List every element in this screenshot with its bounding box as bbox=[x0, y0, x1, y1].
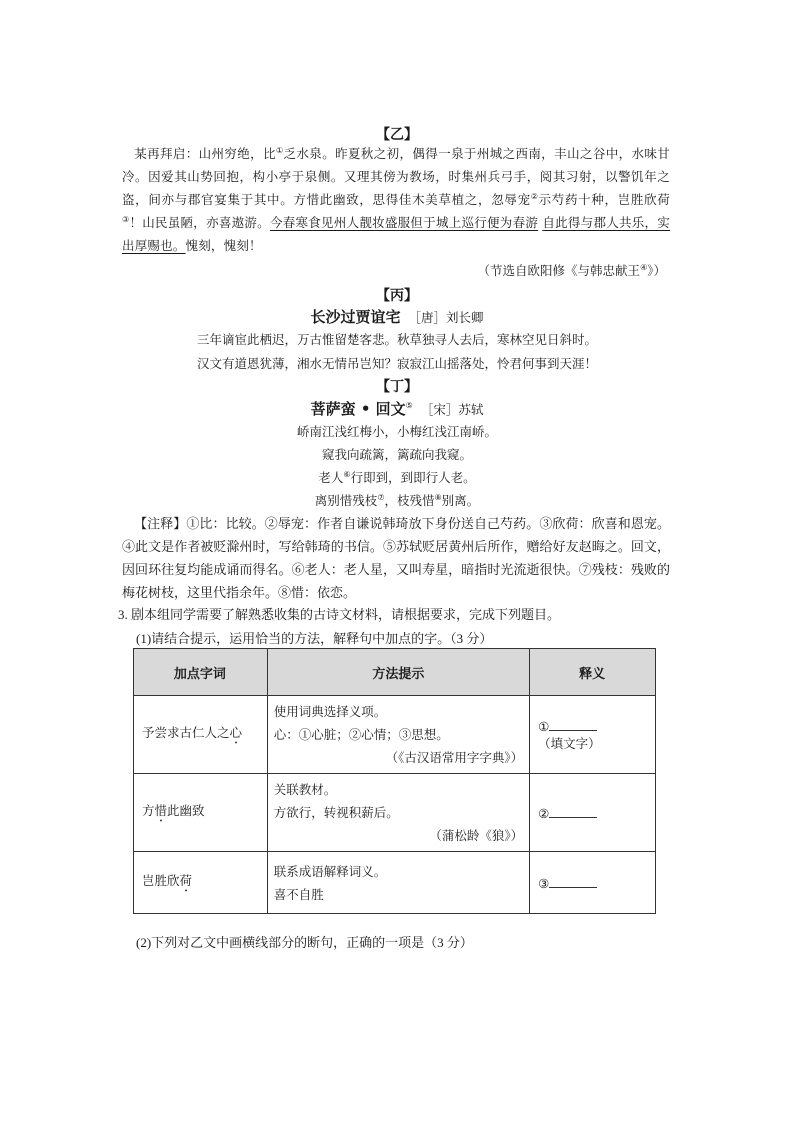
answer-cell bbox=[530, 696, 656, 774]
poem-line: 汉文有道恩犹薄，湘水无情吊岂知？寂寂江山摇落处，怜君何事到天涯！ bbox=[196, 356, 597, 371]
poem-line-part: 离别惜残枝 bbox=[314, 493, 378, 508]
underlined-sentence-2: 自此得与郡人共乐，实出厚赐也。 bbox=[122, 215, 671, 253]
table-header-row bbox=[134, 649, 656, 696]
hint-line: 关联教材。 bbox=[273, 782, 337, 797]
question-stem: 3. 剧本组同学需要了解熟悉收集的古诗文材料，请根据要求，完成下列题目。 bbox=[118, 607, 561, 622]
section-bing-title bbox=[0, 306, 794, 327]
answer-blank[interactable] bbox=[549, 718, 597, 731]
table-header: 释义 bbox=[530, 649, 656, 696]
note-marker: ⑤ bbox=[405, 401, 413, 410]
yi-text-part4: ！山民虽陋，亦喜遨游。 bbox=[129, 215, 270, 230]
note-marker: ② bbox=[530, 191, 539, 201]
dotted-character: 心 bbox=[229, 724, 243, 740]
hint-line: 联系成语解释词义。 bbox=[273, 863, 387, 879]
poem-line-part: ，枝残惜 bbox=[384, 493, 435, 508]
poem-line bbox=[0, 491, 794, 509]
section-ding-title bbox=[0, 398, 794, 419]
poem-line-part: 老人 bbox=[318, 470, 344, 485]
section-ding-heading: 【丁】 bbox=[376, 379, 418, 395]
poem-line bbox=[0, 468, 794, 486]
annotation-notes bbox=[122, 512, 670, 604]
answer-cell bbox=[530, 852, 656, 914]
section-yi-source bbox=[478, 261, 666, 279]
hint-cell bbox=[267, 852, 529, 914]
hint-line: 方欲行，转视积薪后。 bbox=[273, 805, 399, 820]
note-marker: ③ bbox=[122, 214, 130, 224]
word-cell bbox=[134, 774, 268, 852]
section-yi-heading: 【乙】 bbox=[376, 127, 418, 143]
source-end: 》） bbox=[647, 263, 666, 278]
poem-title: 菩萨蛮 • 回文 bbox=[310, 400, 406, 418]
question-sub2: (2)下列对乙文中画横线部分的断句，正确的一项是（3 分） bbox=[136, 935, 473, 950]
poem-line: 窥我向疏篱，篱疏向我窥。 bbox=[321, 447, 472, 462]
answer-cell bbox=[530, 774, 656, 852]
note-marker: ⑥ bbox=[343, 469, 351, 479]
poem-author: ［宋］苏轼 bbox=[420, 402, 484, 417]
underlined-sentence: 今春寒食见州人靓妆盛服但于城上巡行便为春游 bbox=[269, 215, 539, 230]
answer-note: （填文字） bbox=[538, 735, 601, 751]
yi-text-part1: 某再拜启：山州穷绝，比 bbox=[134, 146, 276, 161]
table-header: 方法提示 bbox=[267, 649, 529, 696]
hint-line: 喜不自胜 bbox=[273, 886, 324, 902]
word-cell bbox=[134, 696, 268, 774]
word-text: 岂胜欣 bbox=[142, 872, 180, 888]
dotted-character: 荷 bbox=[179, 872, 193, 888]
yi-text-part3: 示芍药十种，岂胜欣荷 bbox=[538, 192, 670, 207]
hint-line: 心：①心脏；②心情；③思想。 bbox=[273, 727, 449, 742]
poem-line-part: 别离。 bbox=[441, 493, 480, 508]
table-row bbox=[134, 696, 656, 774]
section-bing-heading: 【丙】 bbox=[376, 288, 418, 304]
word-cell bbox=[134, 852, 268, 914]
question-sub1: (1)请结合提示，运用恰当的方法，解释句中加点的字。（3 分） bbox=[136, 631, 493, 646]
note-marker: ④ bbox=[640, 262, 648, 272]
hint-reference: （蒲松龄《狼》） bbox=[429, 828, 524, 843]
table-header: 加点字词 bbox=[134, 649, 268, 696]
note-marker: ⑦ bbox=[377, 492, 385, 502]
answer-blank[interactable] bbox=[549, 875, 597, 888]
source-text: （节选自欧阳修《与韩忠献王 bbox=[477, 263, 641, 278]
note-marker: ⑧ bbox=[434, 492, 442, 502]
answer-blank[interactable] bbox=[549, 805, 597, 818]
answer-number: ③ bbox=[538, 875, 550, 891]
answer-number: ② bbox=[538, 805, 550, 821]
note-marker: ① bbox=[275, 145, 284, 155]
hint-cell bbox=[267, 696, 529, 774]
answer-table bbox=[133, 648, 656, 914]
word-text: 方 bbox=[142, 802, 155, 818]
section-yi-text bbox=[122, 142, 670, 257]
poem-title: 长沙过贾谊宅 bbox=[310, 308, 401, 326]
poem-line: 三年谪宦此栖迟，万古惟留楚客悲。秋草独寻人去后，寒林空见日斜时。 bbox=[196, 332, 597, 347]
yi-text-part2: 乏水泉。昨夏秋之初，偶得一泉于州城之西南，丰山之谷中，水味甘冷。因爱其山势回抱，构小亭于泉侧。又理其傍为教场，时集州兵弓手，阅其习射，以警饥年之盗，间亦与郡官宴集于其中。方惜此幽致，思得佳木美草植之，忽辱宠 bbox=[122, 146, 670, 207]
hint-line: 使用词典选择义项。 bbox=[273, 704, 387, 719]
poem-line: 峤南江浅红梅小，小梅红浅江南峤。 bbox=[296, 424, 497, 439]
hint-reference: （《古汉语常用字字典》） bbox=[385, 750, 524, 765]
table-row bbox=[134, 774, 656, 852]
table-row bbox=[134, 852, 656, 914]
answer-number: ① bbox=[538, 718, 550, 734]
dotted-character: 惜 bbox=[154, 802, 168, 818]
word-text: 予尝求古仁人之 bbox=[142, 724, 230, 740]
poem-author: ［唐］刘长卿 bbox=[408, 310, 484, 325]
poem-line-part: 行即到，到即行人老。 bbox=[350, 470, 476, 485]
word-text: 此幽致 bbox=[167, 802, 205, 818]
yi-text-part6: 愧刻，愧刻！ bbox=[185, 238, 262, 253]
hint-cell bbox=[267, 774, 529, 852]
notes-text: 【注释】①比：比较。②辱宠：作者自谦说韩琦放下身份送自己芍药。③欣荷：欣喜和恩宠。④此文是作者被贬滁州时，写给韩琦的书信。⑤苏轼贬居黄州后所作，赠给好友赵晦之。回文，因回环往复均能成诵而得名。⑥老人：老人星，又叫寿星，暗指时光流逝很快。⑦残枝：残败的梅花树枝，这里代指余年。⑧惜：依恋。 bbox=[122, 516, 670, 600]
